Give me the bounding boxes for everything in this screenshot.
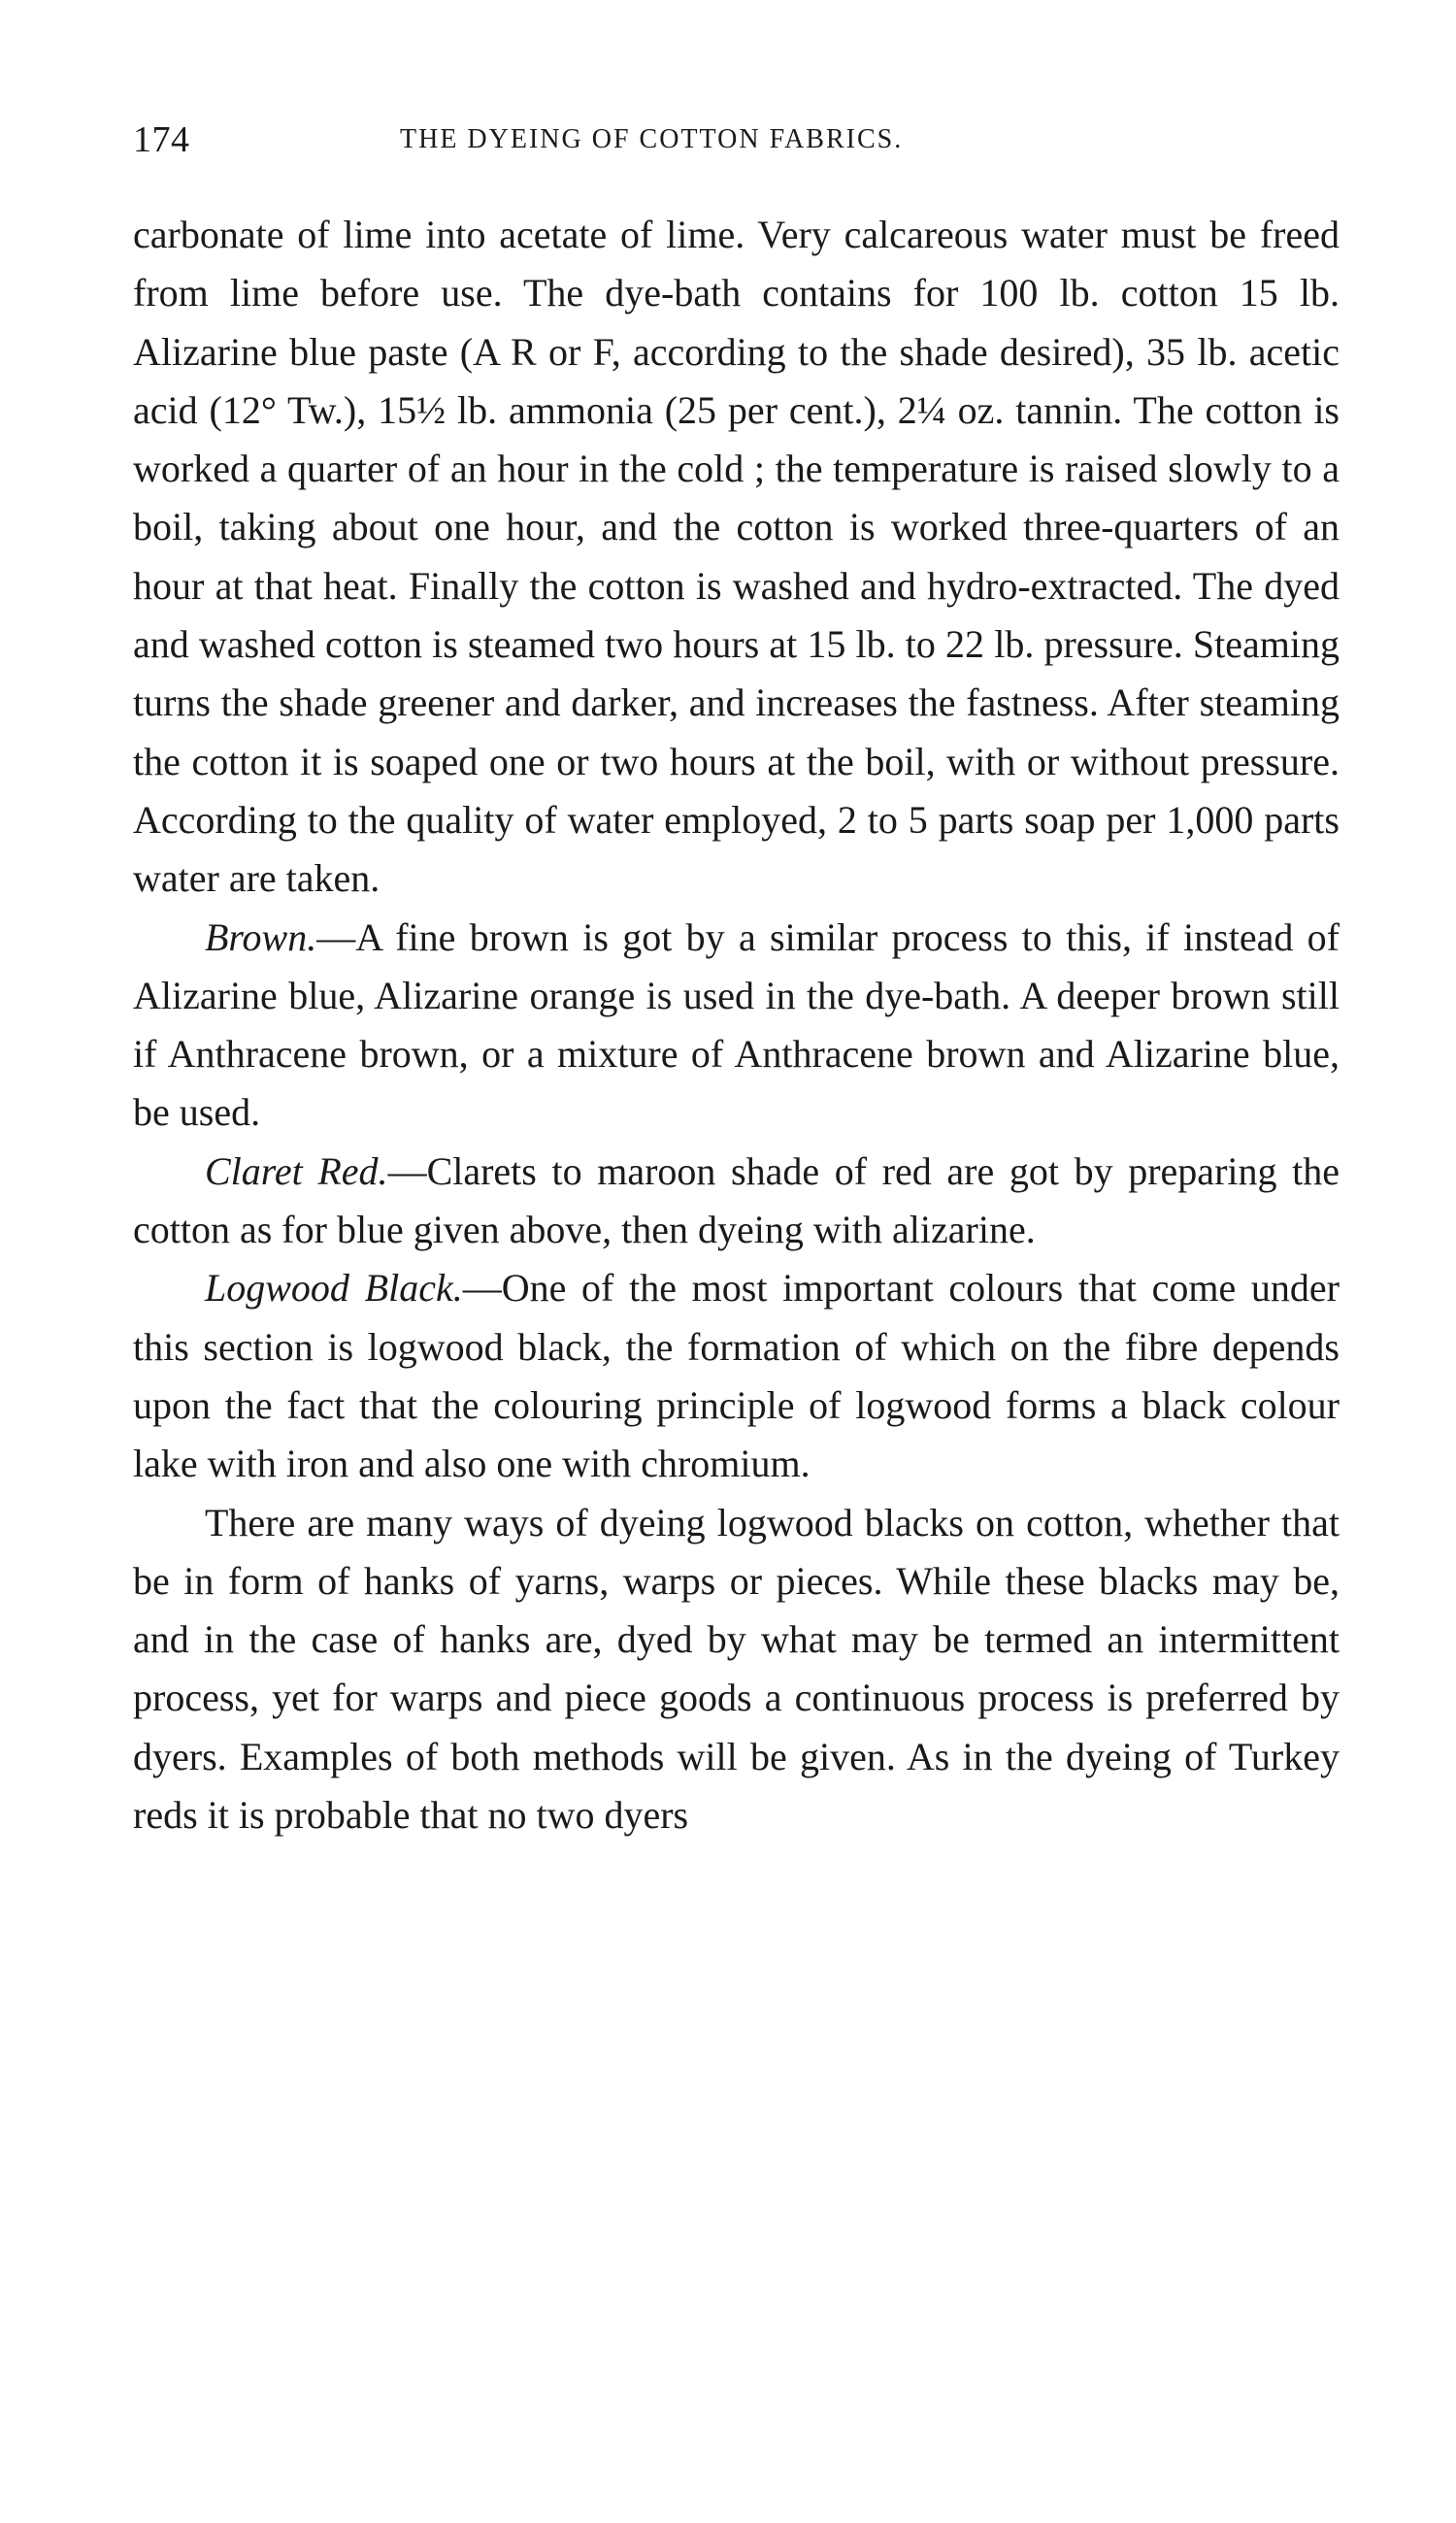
body-text [133,206,1340,1844]
paragraph-logwood-black [133,1259,1340,1493]
paragraph-text: carbonate of lime into acetate of lime. Very calcareous water must be freed from lime before use. The dye-bath contains for 100 lb. cotton 15 lb. Alizarine blue paste (A R or F, according to the shade desired), 35 lb. acetic acid (12° Tw.), 15½ lb. ammonia (25 per cent.), 2¼ oz. tannin. The cotton is worked a quarter of an hour in the cold ; the temperature is raised slowly to a boil, taking about one hour, and the cotton is worked three-quarters of an hour at that heat. Finally the cotton is washed and hydro-extracted. The dyed and washed cotton is steamed two hours at 15 lb. to 22 lb. pressure. Steaming turns the shade greener and darker, and increases the fastness. After steaming the cotton it is soaped one or two hours at the boil, with or without pressure. According to the quality of water employed, 2 to 5 parts soap per 1,000 parts water are taken. [133,213,1340,901]
paragraph-text: —Clarets to maroon shade of red are got by preparing the cotton as for blue given above, then dyeing with alizarine. [133,1148,1340,1252]
run-in-heading-logwood-black: Logwood Black. [205,1266,463,1311]
running-title: THE DYEING OF COTTON FABRICS. [400,124,904,154]
paragraph-brown [133,909,1340,1143]
run-in-heading-claret-red: Claret Red. [205,1148,388,1193]
paragraph-continuation [133,206,1340,909]
page-number: 174 [133,119,190,160]
paragraph-text: —One of the most important colours that come under this section is logwood black, the formation of which on the fibre depends upon the fact that the colouring principle of logwood forms a black colour lake with iron and also one with chromium. [133,1266,1340,1486]
paragraph-text: —A fine brown is got by a similar process to this, if instead of Alizarine blue, Alizarine orange is used in the dye-bath. A deeper brown still if Anthracene brown, or a mixture of Anthracene brown and Alizarine blue, be used. [133,914,1340,1135]
paragraph-text: There are many ways of dyeing logwood blacks on cotton, whether that be in form of hanks of yarns, warps or pieces. While these blacks may be, and in the case of hanks are, dyed by what may be termed an intermittent process, yet for warps and piece goods a continuous process is preferred by dyers. Examples of both methods will be given. As in the dyeing of Turkey reds it is probable that no two dyers [133,1500,1340,1838]
paragraph-claret-red [133,1143,1340,1260]
running-head [133,118,1340,167]
paragraph-logwood-methods [133,1494,1340,1845]
run-in-heading-brown: Brown. [205,914,317,959]
